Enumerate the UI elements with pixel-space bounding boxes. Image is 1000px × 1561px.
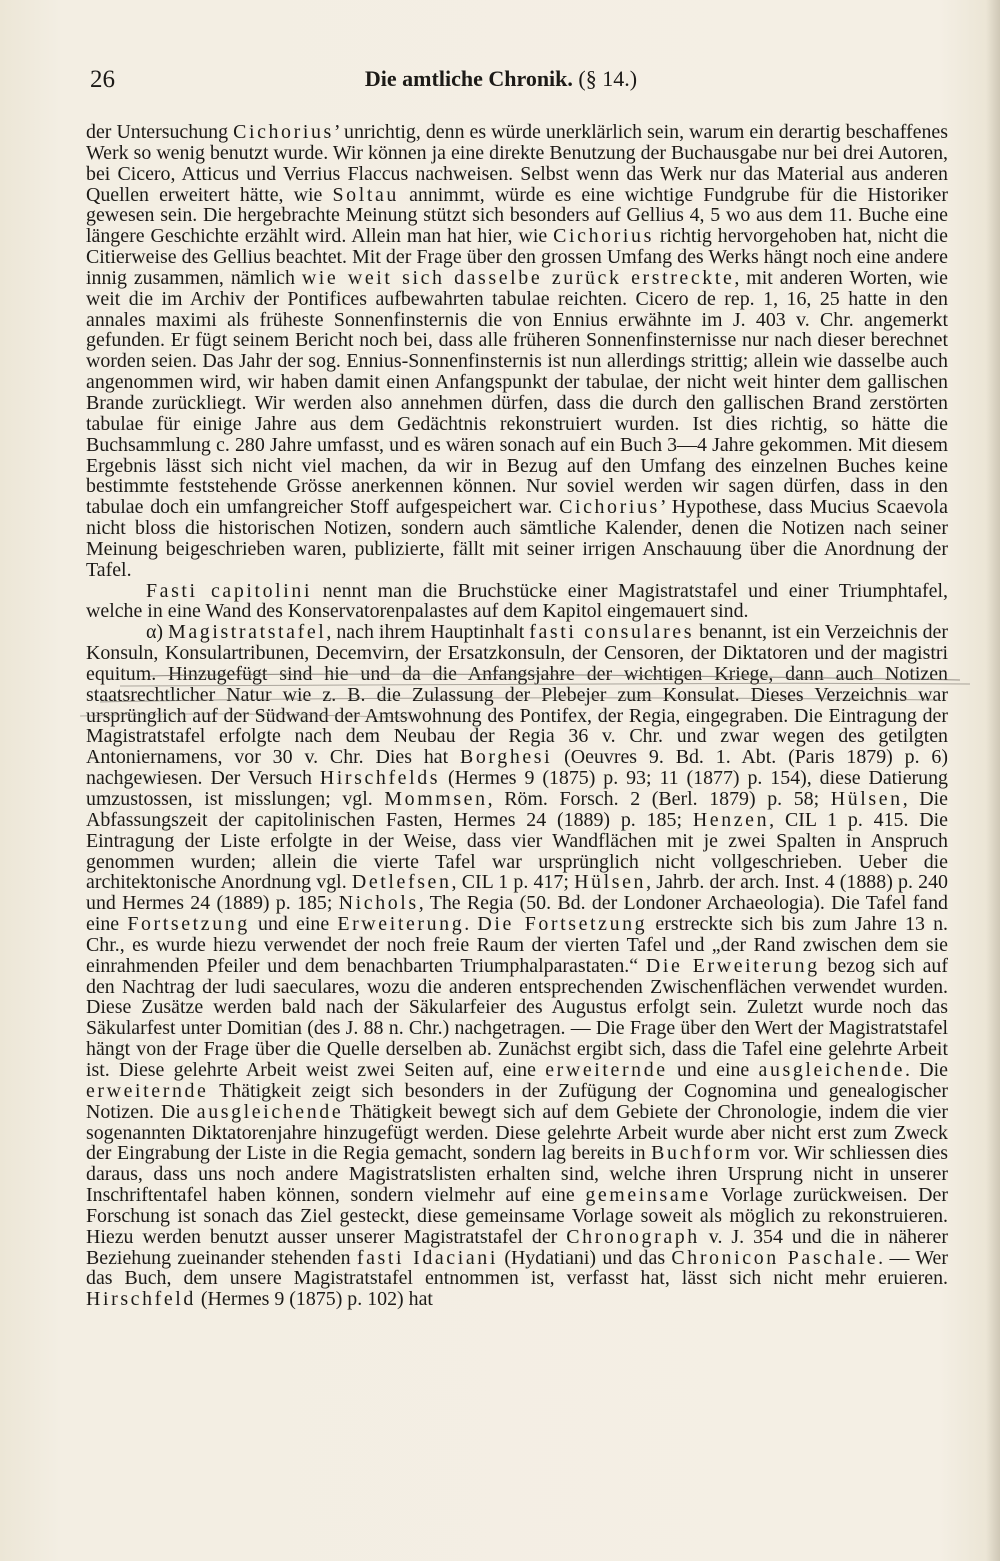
spaced-term: Chronograph	[566, 1225, 700, 1248]
text-run: , CIL 1 p. 417;	[451, 871, 575, 894]
page-number: 26	[90, 66, 115, 93]
spaced-term: Die Fortsetzung	[477, 913, 648, 936]
paragraph-fasti-capitolini	[86, 581, 948, 623]
text-run: , mit anderen Worten, wie weit die im Archiv der Pontifices aufbewahrten tabulae reichten. Cicero de rep. 1, 16, 25 hatte in den annales maximi als früheste Sonnenfinsternis die von Ennius erwähnte im J. 403 v. Chr. angemerkt gefunden. Er fügt seinem Bericht noch bei, dass alle früheren Sonnenfinsternisse nur nach dieser berechnet worden seien. Das Jahr der sog. Ennius-Sonnenfinsternis ist nun allerdings strittig; allein wie dasselbe auch angenommen wird, wir haben damit einen Anfangspunkt der tabulae, der nicht weit hinter dem gallischen Brande zurückliegt. Wir werden also annehmen dürfen, dass die durch den gallischen Brand zerstörten tabulae für einige Jahre aus dem Gedächtnis rekonstruiert wurden. Ist dies richtig, so hätte die Buchsammlung c. 280 Jahre umfasst, und es wären sonach auf ein Buch 3—4 Jahre gekommen. Mit diesem Ergebnis lässt sich nicht viel machen, da wir in Bezug auf den Umfang des einzelnen Buches keine bestimmte feststehende Grösse anerkennen können. Nur soviel werden wir sagen dürfen, dass in den tabulae doch ein umfangreicher Stoff aufgespeichert war.	[86, 266, 949, 519]
spaced-term: ausgleichende	[758, 1058, 906, 1081]
text-run: . — Wer das Buch, dem unsere Magistratstafel entnommen ist, verfasst hat, lässt sich nicht mehr eruieren.	[86, 1246, 948, 1290]
spaced-name: Henzen	[692, 808, 770, 831]
running-title	[86, 66, 916, 92]
spaced-term: Chronicon Paschale	[671, 1246, 879, 1269]
spaced-name: Cichorius	[233, 121, 334, 143]
text-run: richtig hervorgehoben hat, nicht die Citierweise des Gellius beachtet. Mit der Frage über den grossen Umfang des Werks hängt noch eine andere innig zusammen, nämlich	[86, 225, 948, 289]
text-run: bezog sich auf den Nachtrag der ludi saeculares, wozu die anderen entsprechenden Zwischenflächen verwendet wurden. Diese Zusätze werden bald nach der Säkularfeier des Augustus erfolgt sein. Zuletzt wurde noch das Säkularfest unter Domitian (des J. 88 n. Chr.) nachgetragen. — Die Frage über den Wert der Magistratstafel hängt von der Frage über die Quelle derselben ab. Zunächst ergibt sich, dass die Tafel eine gelehrte Arbeit ist. Diese gelehrte Arbeit weist zwei Seiten auf, eine	[86, 954, 948, 1081]
text-run: vor. Wir schliessen dies daraus, dass uns noch andere Magistratslisten erhalten sind, welche ihren Ursprung nicht in unserer Inschriftentafel haben können, sondern vielmehr auf eine	[86, 1142, 948, 1207]
text-run: ’ Hypothese, dass Mucius Scaevola nicht bloss die historischen Notizen, sondern auch sämtliche Kalender, denen die Notizen nach seiner Meinung beigeschrieben waren, publizierte, fällt mit seiner irrigen Anschauung über die Anordnung der Tafel.	[86, 496, 948, 581]
spaced-name: Hülsen	[830, 788, 903, 810]
spaced-name: Hülsen	[574, 871, 647, 894]
spaced-term: Fasti capitolini	[146, 579, 313, 602]
spaced-name: Hirschfeld	[86, 1288, 196, 1311]
text-run: (Hermes 9 (1875) p. 102) hat	[195, 1288, 433, 1311]
text-run: (Hermes 9 (1875) p. 93; 11 (1877) p. 154), diese Datierung umzustossen, ist misslungen; vgl.	[86, 767, 948, 810]
spaced-term: erweiternde	[545, 1058, 668, 1081]
spaced-term: gemeinsame	[585, 1184, 711, 1207]
body-text	[86, 122, 948, 1310]
text-run: und eine	[667, 1058, 759, 1081]
text-run: und eine	[249, 913, 338, 936]
list-marker: α)	[146, 621, 169, 644]
text-run: erstreckte sich bis zum Jahre 13 n. Chr., es wurde hiezu verwendet der noch freie Raum der vierten Tafel und „der Rand zwischen dem sie einrahmenden Pfeiler und dem benachbarten Triumphalparastaten.“	[86, 913, 948, 977]
spaced-name: Soltau	[332, 183, 399, 206]
spaced-phrase: wie weit sich dasselbe zurück erstreckte	[301, 266, 735, 289]
text-run: , CIL 1 p. 415. Die Eintragung der Liste erfolgte in der Weise, dass vier Wandflächen mit je zwei Spalten in Anspruch genommen wurden; allein die vierte Tafel war ursprünglich nicht vollgeschrieben. Ueber die architektonische Anordnung vgl.	[86, 808, 948, 894]
text-run: . Die	[905, 1058, 949, 1081]
text-run: , nach ihrem Hauptinhalt	[326, 621, 530, 644]
text-run: ’ unrichtig, denn es würde unerklärlich sein, warum ein derartig beschaffenes Werk so wenig benutzt wurde. Wir können ja eine direkte Benutzung der Buchausgabe nur bei drei Autoren, bei Cicero, Atticus und Verrius Flaccus nachweisen. Selbst wenn das Werk nur das Material aus anderen Quellen erweitert hätte, wie	[86, 121, 948, 206]
text-run: der Untersuchung	[86, 121, 234, 143]
spaced-term: Die Erweiterung	[645, 954, 820, 977]
spaced-term: Magistratstafel	[168, 621, 327, 644]
text-run: benannt, ist ein Verzeichnis der Konsuln, Konsulartribunen, Decemvirn, der Ersatzkonsuln, der Censoren, der Diktatoren und der magistri equitum. Hinzugefügt sind hie und da die Anfangsjahre der wichtigen Kriege, dann auch Notizen staatsrechtlicher Natur wie z. B. die Zulassung der Plebejer zum Konsulat. Dieses Verzeichnis war ursprünglich auf der Südwand der Amtswohnung des Pontifex, der Regia, eingegraben. Die Eintragung der Magistratstafel erfolgte nach dem Neubau der Regia 36 v. Chr. und zwar wegen des getilgten Antoniernamens, vor 30 v. Chr. Dies hat	[86, 621, 948, 769]
text-run: Vorlage zurückweisen. Der Forschung ist sonach das Ziel gesteckt, diese gemeinsame Vorlage soweit als möglich zu rekonstruieren. Hiezu werden benutzt ausser unserer Magistratstafel der	[86, 1184, 949, 1248]
spaced-name: Mommsen	[384, 788, 488, 810]
spaced-term: fasti Idaciani	[356, 1246, 498, 1269]
spaced-name: Nichols	[338, 892, 419, 915]
spaced-term: Erweiterung	[337, 913, 465, 936]
text-run: , The Regia (50. Bd. der Londoner Archaeologia). Die Tafel fand eine	[86, 892, 948, 936]
text-run: nennt man die Bruchstücke einer Magistratstafel und einer Triumphtafel, welche in eine Wand des Konservatorenpalastes auf dem Kapitol eingemauert sind.	[86, 579, 948, 623]
text-run: annimmt, würde es eine wichtige Fundgrube für die Historiker gewesen sein. Die hergebrachte Meinung stützt sich besonders auf Gellius 4, 5 wo aus dem 11. Buche eine längere Geschichte erzählt wird. Allein man hat hier, wie	[86, 183, 948, 248]
paragraph-cichorius	[86, 122, 948, 581]
spaced-term: Buchform	[651, 1142, 753, 1165]
page-edge-shadow	[986, 0, 1000, 1561]
spaced-term: fasti consulares	[529, 621, 695, 644]
text-run: v. J. 354 und die in näherer Beziehung zueinander stehenden	[86, 1225, 949, 1269]
spaced-name: Cichorius	[559, 496, 660, 519]
spaced-term: erweiternde	[86, 1079, 209, 1102]
text-run: (Hydatiani) und das	[497, 1246, 672, 1269]
section-reference: (§ 14.)	[578, 66, 638, 91]
page-header	[86, 62, 916, 102]
text-run: , Die Abfassungszeit der capitolinischen Fasten, Hermes 24 (1889) p. 185;	[86, 788, 948, 831]
text-run: (Oeuvres 9. Bd. 1. Abt. (Paris 1879) p. 6) nachgewiesen. Der Versuch	[86, 746, 949, 790]
running-title-text: Die amtliche Chronik.	[364, 66, 573, 91]
spaced-name: Borghesi	[460, 746, 553, 769]
text-run: .	[464, 913, 478, 936]
spaced-term: ausgleichende	[196, 1100, 344, 1123]
text-run: , Röm. Forsch. 2 (Berl. 1879) p. 58;	[487, 788, 831, 810]
text-run: Thätigkeit bewegt sich auf dem Gebiete der Chronologie, indem die vier sogenannten Diktatorenjahre hinzugefügt werden. Diese gelehrte Arbeit wurde aber nicht erst zum Zweck der Eingrabung der Liste in die Regia gemacht, sondern lag bereits in	[86, 1100, 948, 1165]
paragraph-magistratstafel	[86, 622, 948, 1310]
spaced-name: Cichorius	[553, 225, 654, 248]
text-run: Thätigkeit zeigt sich besonders in der Zufügung der Cognomina und genealogischer Notizen. Die	[86, 1079, 948, 1123]
spaced-name: Detlefsen	[351, 871, 452, 894]
text-run: , Jahrb. der arch. Inst. 4 (1888) p. 240 und Hermes 24 (1889) p. 185;	[86, 871, 949, 915]
spaced-term: Fortsetzung	[127, 913, 250, 936]
spaced-name: Hirschfelds	[319, 767, 441, 790]
